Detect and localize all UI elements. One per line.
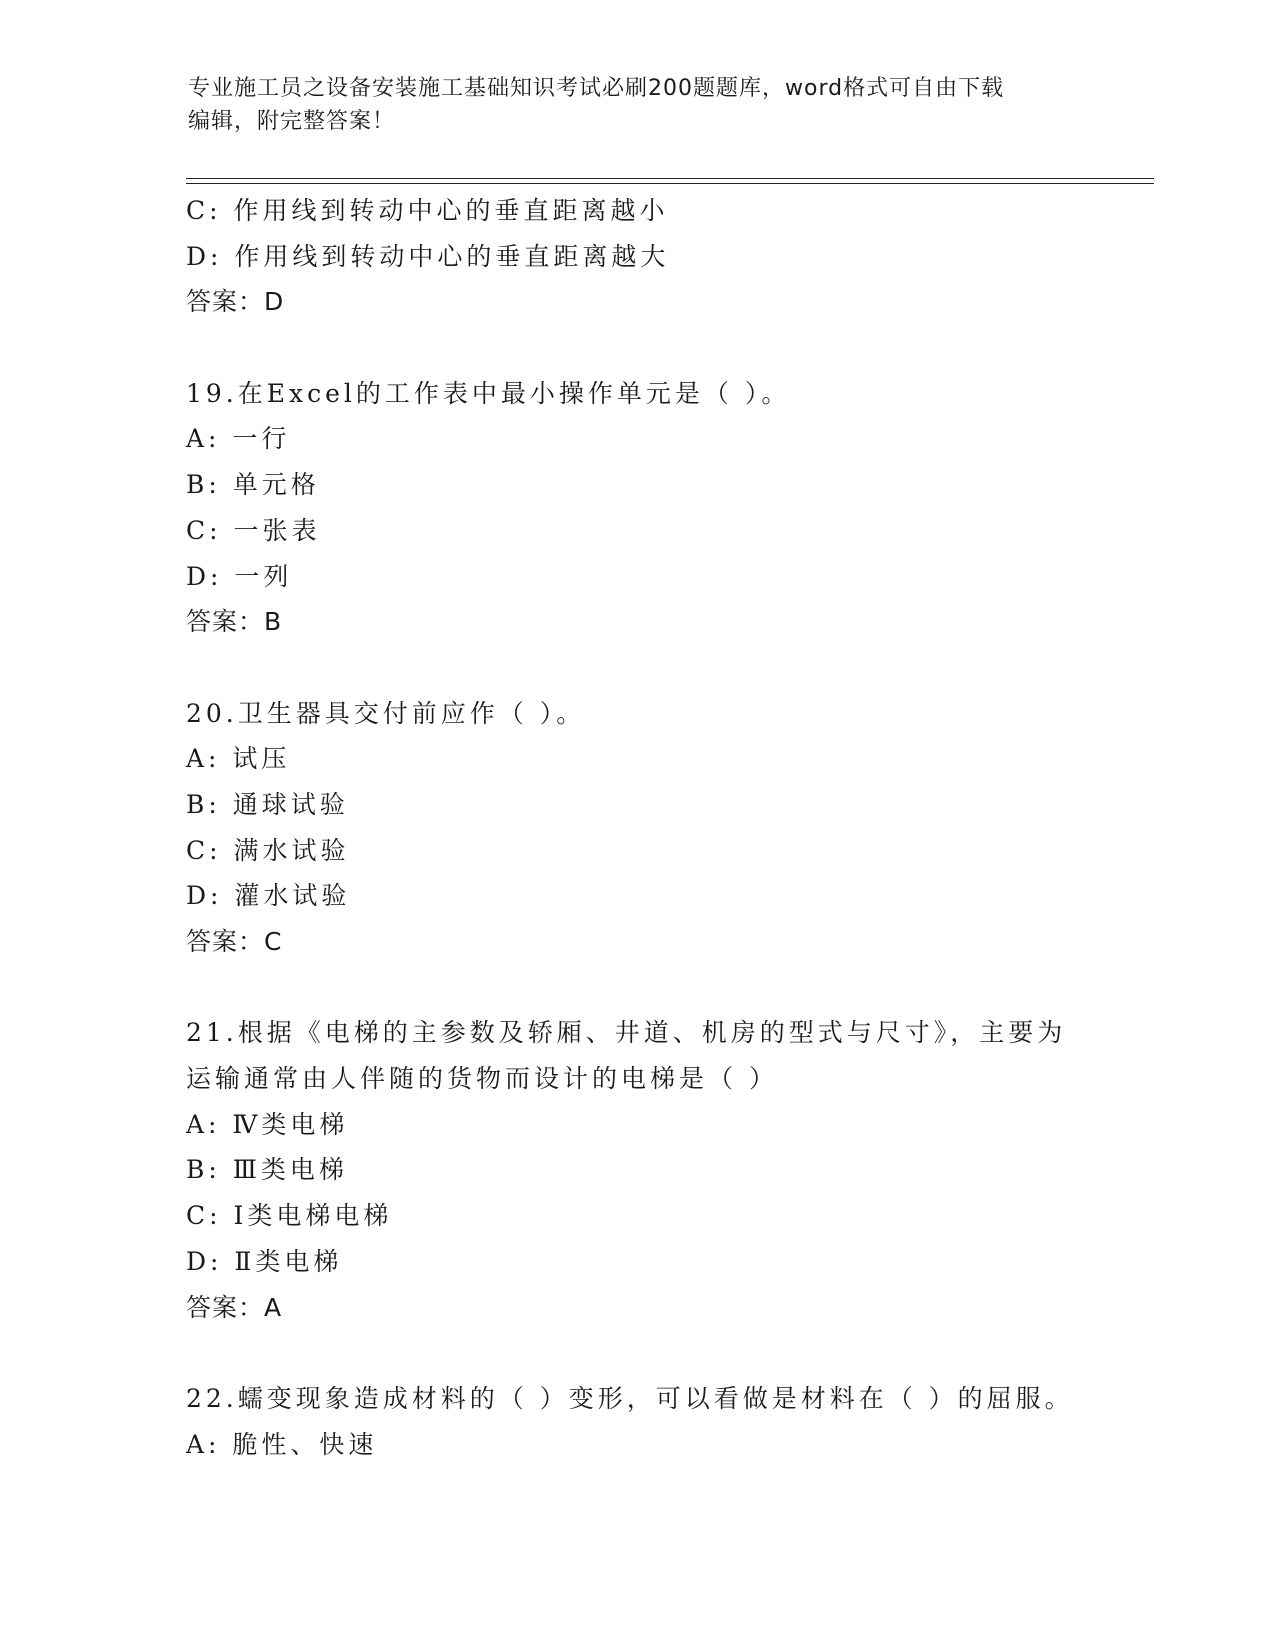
option-c: C: 满水试验 (186, 835, 350, 865)
document-header (188, 72, 1068, 138)
question-21 (186, 1010, 1146, 1330)
option-d: D: 作用线到转动中心的垂直距离越大 (186, 241, 670, 271)
header-divider-top (186, 178, 1154, 179)
spacer (186, 325, 1146, 371)
spacer (186, 965, 1146, 1011)
option-d: D: Ⅱ类电梯 (186, 1246, 343, 1276)
question-text-line-1: 21.根据《电梯的主参数及轿厢、井道、机房的型式与尺寸》，主要为 (186, 1018, 1067, 1048)
answer: 答案：C (186, 927, 283, 956)
question-22 (186, 1376, 1146, 1467)
answer: 答案：A (186, 1292, 283, 1322)
spacer (186, 1330, 1146, 1376)
question-19 (186, 371, 1146, 645)
question-text: 20.卫生器具交付前应作（ ）。 (186, 698, 586, 728)
option-b: B: 单元格 (186, 470, 320, 500)
option-d: D: 一列 (186, 561, 293, 591)
answer: 答案：B (186, 607, 283, 637)
option-b: B: 通球试验 (186, 789, 349, 819)
header-line-2: 编辑，附完整答案！ (188, 109, 396, 134)
header-divider-bottom (186, 183, 1154, 184)
option-b: B: Ⅲ类电梯 (186, 1155, 348, 1185)
answer: 答案：D (186, 287, 285, 317)
header-line-1: 专业施工员之设备安装施工基础知识考试必刷200题题库，word格式可自由下载 (188, 76, 1005, 101)
spacer (186, 645, 1146, 691)
option-a: A: Ⅳ类电梯 (186, 1109, 349, 1139)
option-a: A: 试压 (186, 744, 291, 774)
option-a: A: 一行 (186, 424, 291, 454)
question-18 (186, 188, 1146, 325)
question-list (186, 188, 1146, 1467)
question-text: 19.在Excel的工作表中最小操作单元是（ ）。 (186, 378, 791, 408)
option-c: C: 作用线到转动中心的垂直距离越小 (186, 196, 669, 225)
question-text-line-2: 运输通常由人伴随的货物而设计的电梯是（ ） (186, 1064, 778, 1094)
option-c: C: Ⅰ类电梯电梯 (186, 1201, 393, 1231)
option-a: A: 脆性、快速 (186, 1429, 378, 1459)
question-text: 22.蠕变现象造成材料的（ ）变形，可以看做是材料在（ ）的屈服。 (186, 1383, 1074, 1413)
question-20 (186, 691, 1146, 965)
option-d: D: 灌水试验 (186, 881, 351, 911)
option-c: C: 一张表 (186, 515, 321, 545)
